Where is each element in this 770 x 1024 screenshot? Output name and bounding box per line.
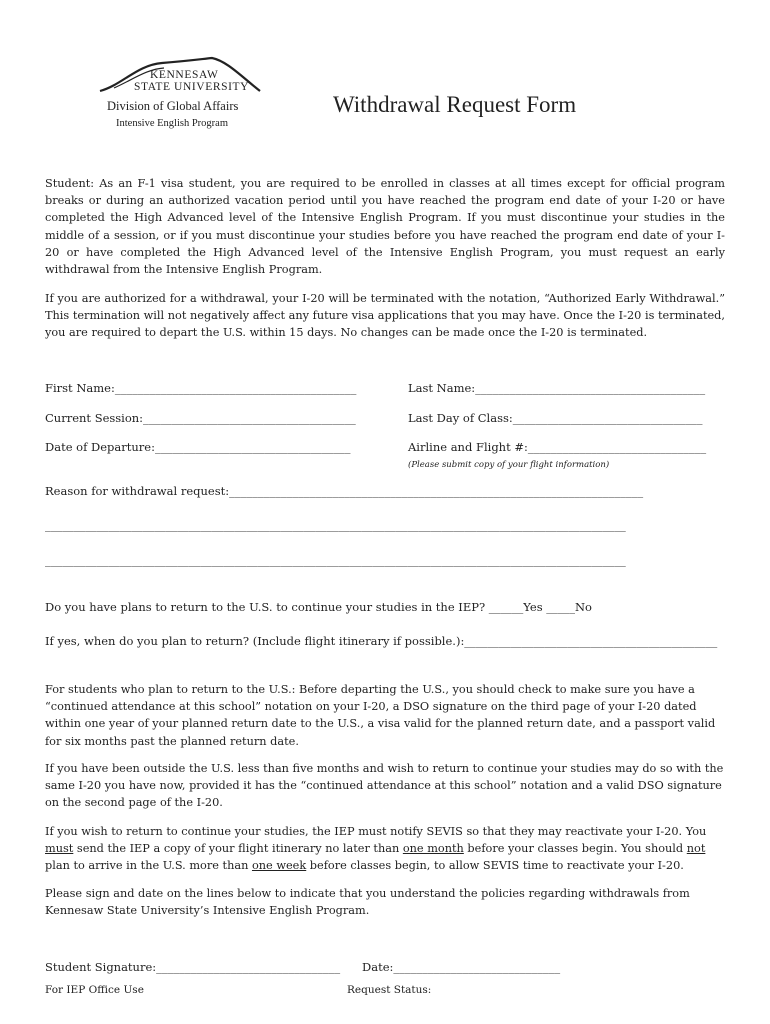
airline-note: (Please submit copy of your flight information) <box>408 460 610 470</box>
student-signature-field[interactable]: Student Signature:________________________________ <box>45 960 341 974</box>
date-of-departure-field[interactable]: Date of Departure:__________________________________ <box>45 440 351 454</box>
return-date-question[interactable]: If yes, when do you plan to return? (Include flight itinerary if possible.):____________________________________________ <box>45 634 718 648</box>
reason-field[interactable]: Reason for withdrawal request:________________________________________________________________________ <box>45 484 644 498</box>
university-logo <box>92 55 272 135</box>
return-plans-question[interactable]: Do you have plans to return to the U.S. to continue your studies in the IEP? ______Yes _____No <box>45 600 592 614</box>
intro-paragraph-1: Student: As an F-1 visa student, you are required to be enrolled in classes at all times except for official program breaks or during an authorized vacation period until you have reached the program end date of your I-20 or have completed the High Advanced level of the Intensive English Program. If you must discontinue your studies in the middle of a session, or if you must discontinue your studies before you have reached the program end date of your I-20 or have completed the High Advanced level of the Intensive English Program, you must request an early withdrawal from the Intensive English Program. <box>45 177 725 277</box>
intro-paragraph-2: If you are authorized for a withdrawal, your I-20 will be terminated with the notation, “Authorized Early Withdrawal.” This termination will not negatively affect any future visa applications that you may have. Once the I-20 is terminated, you are required to depart the U.S. within 15 days. No changes can be made once the I-20 is terminated. <box>45 292 725 340</box>
division-name: Division of Global Affairs <box>107 99 239 113</box>
return-info-paragraph-4: Please sign and date on the lines below to indicate that you understand the policies regarding withdrawals from Kennesaw State University’s Intensive English Program. <box>45 887 690 918</box>
return-info-paragraph-1: For students who plan to return to the U.S.: Before departing the U.S., you should check to make sure you have a “continued attendance at this school” notation on your I-20, a DSO signature on the third page of your I-20 dated within one year of your planned return date to the U.S., a visa valid for the planned return date, and a passport valid for six months past the planned return date. <box>45 683 716 748</box>
signature-date-field[interactable]: Date:_____________________________ <box>362 960 561 974</box>
airline-flight-field[interactable]: Airline and Flight #:_______________________________ <box>408 440 707 454</box>
program-name: Intensive English Program <box>116 118 228 129</box>
first-name-field[interactable]: First Name:__________________________________________ <box>45 381 357 395</box>
form-title: Withdrawal Request Form <box>333 92 577 117</box>
logo-line-kennesaw: KENNESAW <box>150 69 219 81</box>
reason-line-3[interactable]: _____________________________________________________________________________________________________ <box>45 553 626 567</box>
logo-line-state-university: STATE UNIVERSITY <box>134 81 250 93</box>
last-day-of-class-field[interactable]: Last Day of Class:_________________________________ <box>408 411 703 425</box>
last-name-field[interactable]: Last Name:________________________________________ <box>408 381 706 395</box>
office-use-label: For IEP Office Use <box>45 984 144 996</box>
return-info-paragraph-3: If you wish to return to continue your studies, the IEP must notify SEVIS so that they may reactivate your I-20. You must send the IEP a copy of your flight itinerary no later than one month before your classes begin. You should not plan to arrive in the U.S. more than one week before classes begin, to allow SEVIS time to reactivate your I-20. <box>45 825 707 873</box>
reason-line-2[interactable]: _____________________________________________________________________________________________________ <box>45 518 626 532</box>
request-status-label: Request Status: <box>347 984 432 996</box>
return-info-paragraph-2: If you have been outside the U.S. less than five months and wish to return to continue your studies may do so with the same I-20 you have now, provided it has the “continued attendance at this school” notation and a valid DSO signature on the second page of the I-20. <box>45 762 724 810</box>
current-session-field[interactable]: Current Session:_____________________________________ <box>45 411 356 425</box>
